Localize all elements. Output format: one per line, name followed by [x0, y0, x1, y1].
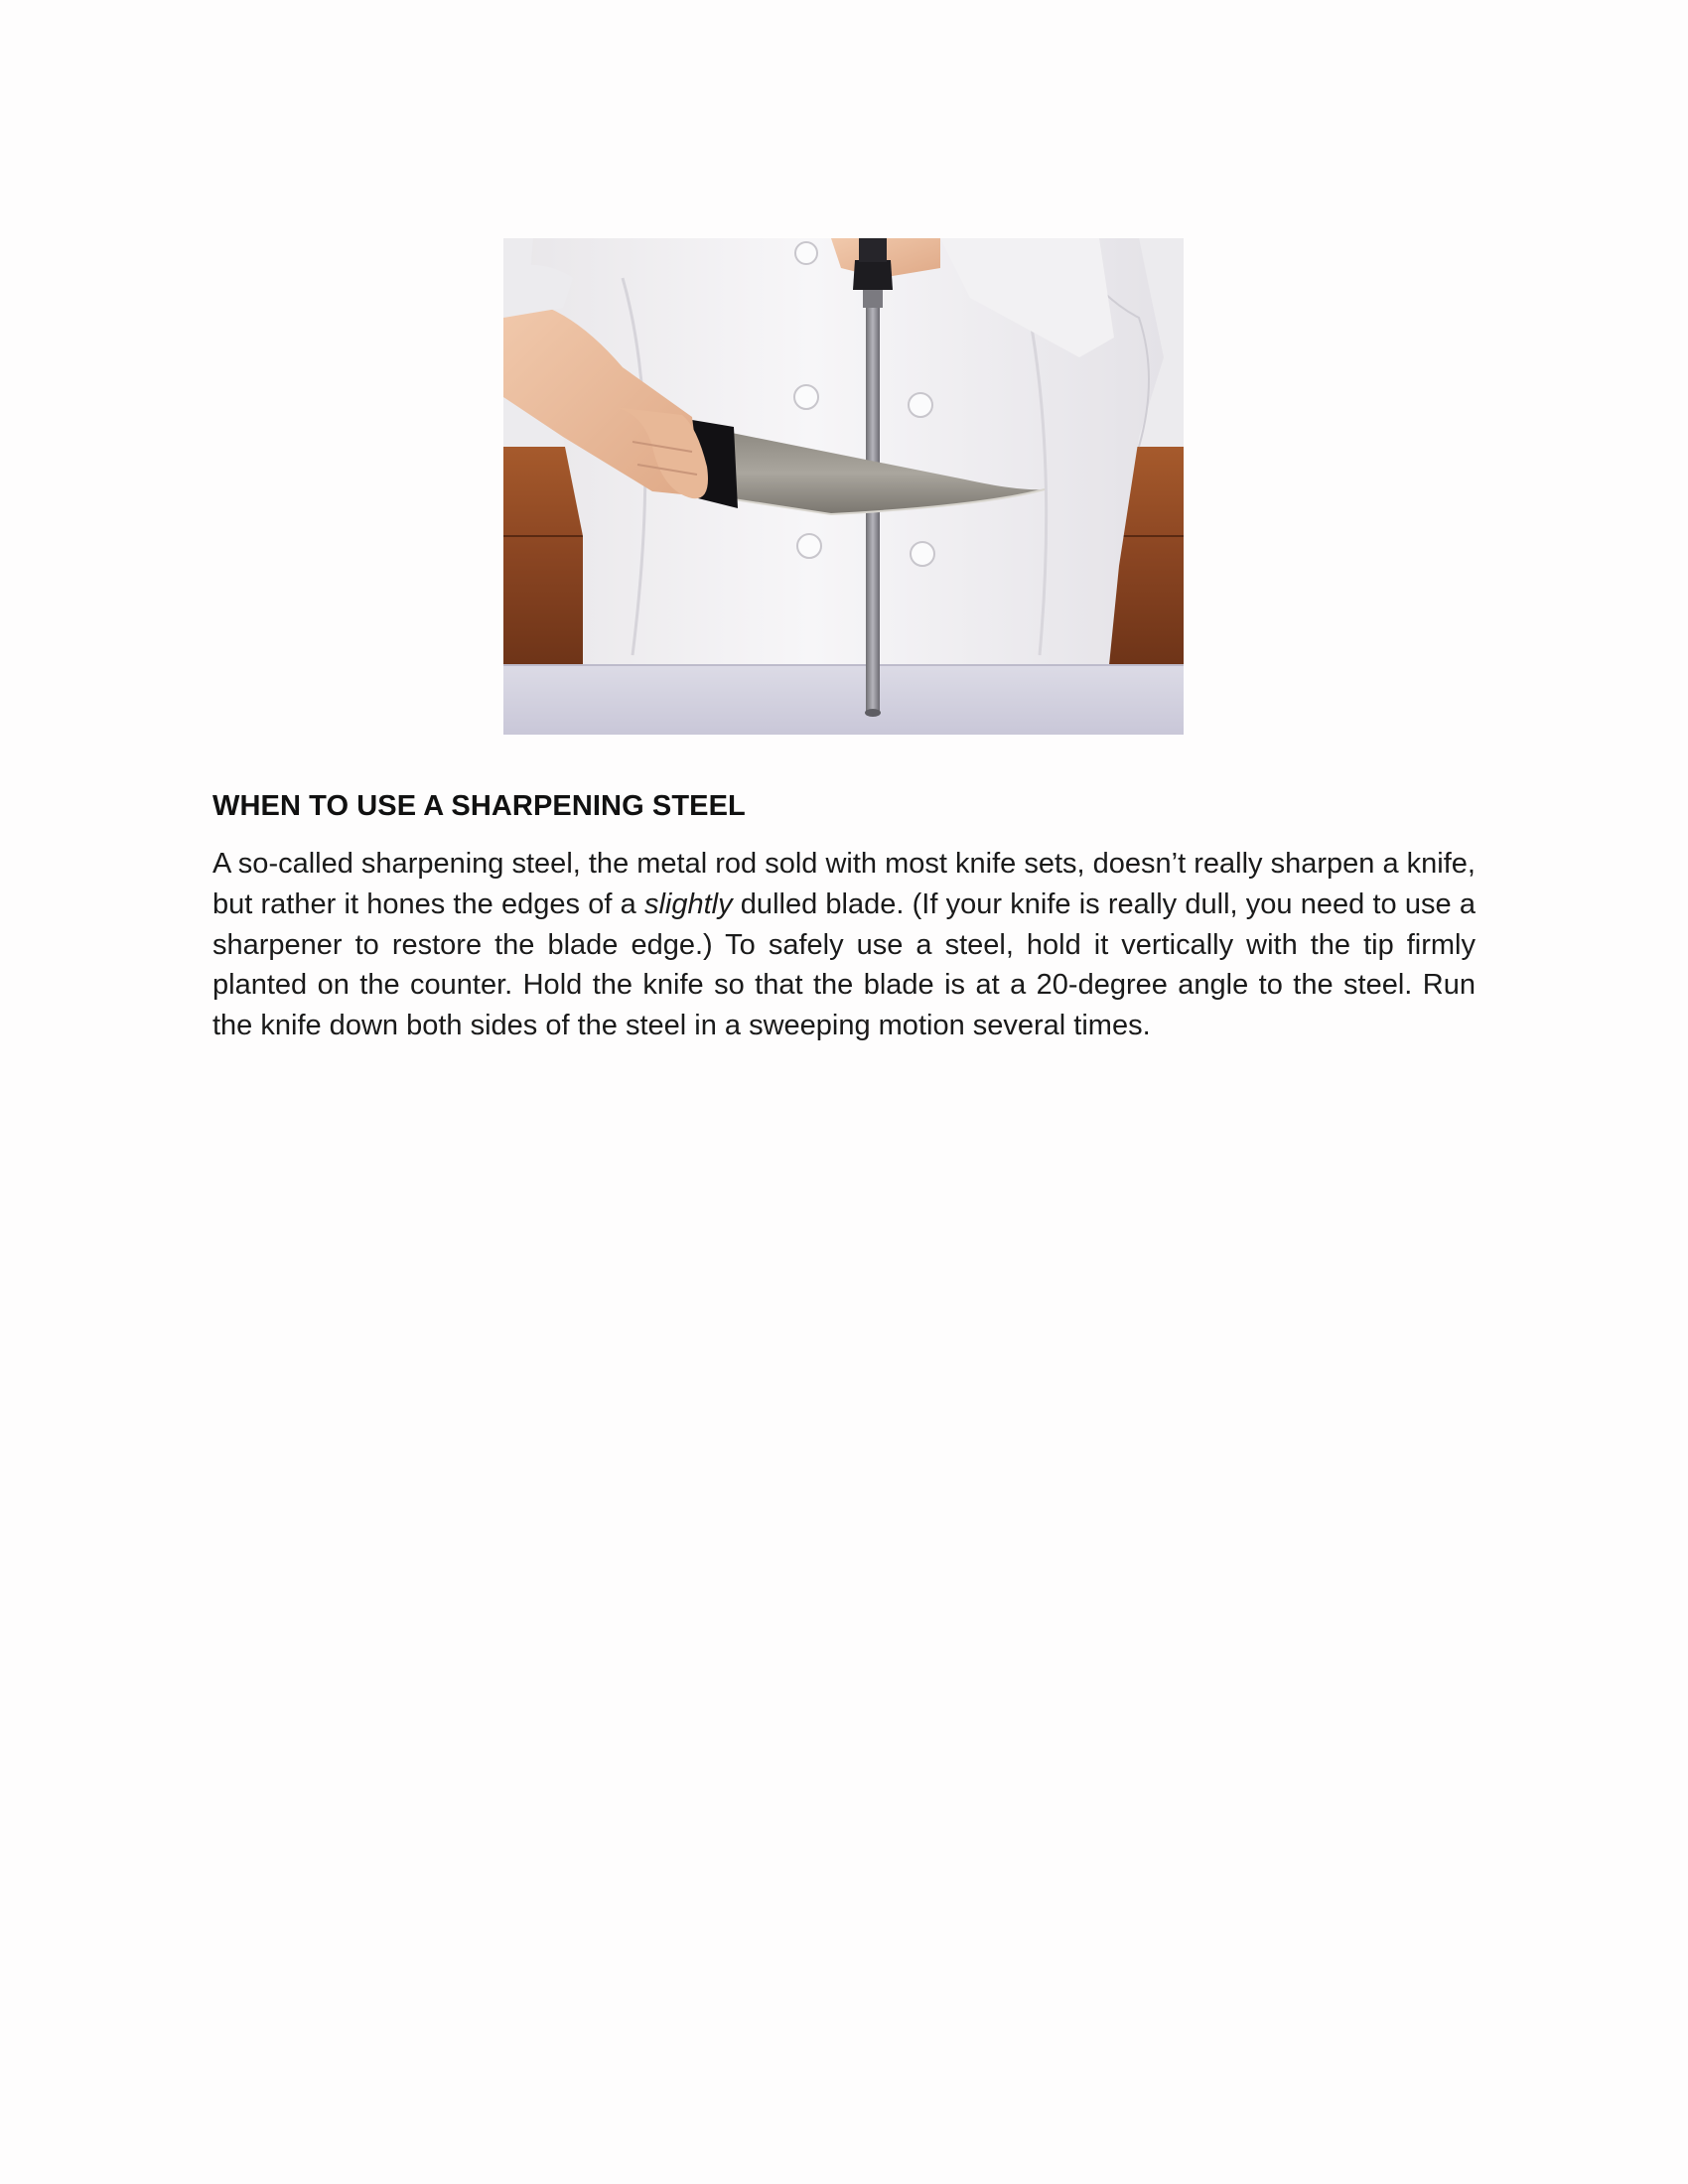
sharpening-steel-photo [503, 238, 1184, 735]
paragraph-emphasis: slightly [643, 887, 733, 920]
photo-illustration [503, 238, 1184, 735]
section-paragraph [212, 844, 1476, 1046]
paragraph-text-part2: dulled blade. (If your knife is really dull, you need to use a sharpener to restore the blade edge.) To safely use a steel, hold it vertically with the tip firmly planted on the counter. Hold the knife so that the blade is at a 20-degree angle to the steel. Run the knife down both sides of the steel in a sweeping motion several times. [212, 887, 1476, 1042]
counter [503, 665, 1184, 735]
steel-handle [853, 260, 893, 290]
paragraph-text-part1: A so-called sharpening steel, the metal rod sold with most knife sets, doesn’t really sharpen a knife, but rather it hones the edges of a [212, 848, 1476, 920]
section-heading: WHEN TO USE A SHARPENING STEEL [212, 790, 746, 822]
